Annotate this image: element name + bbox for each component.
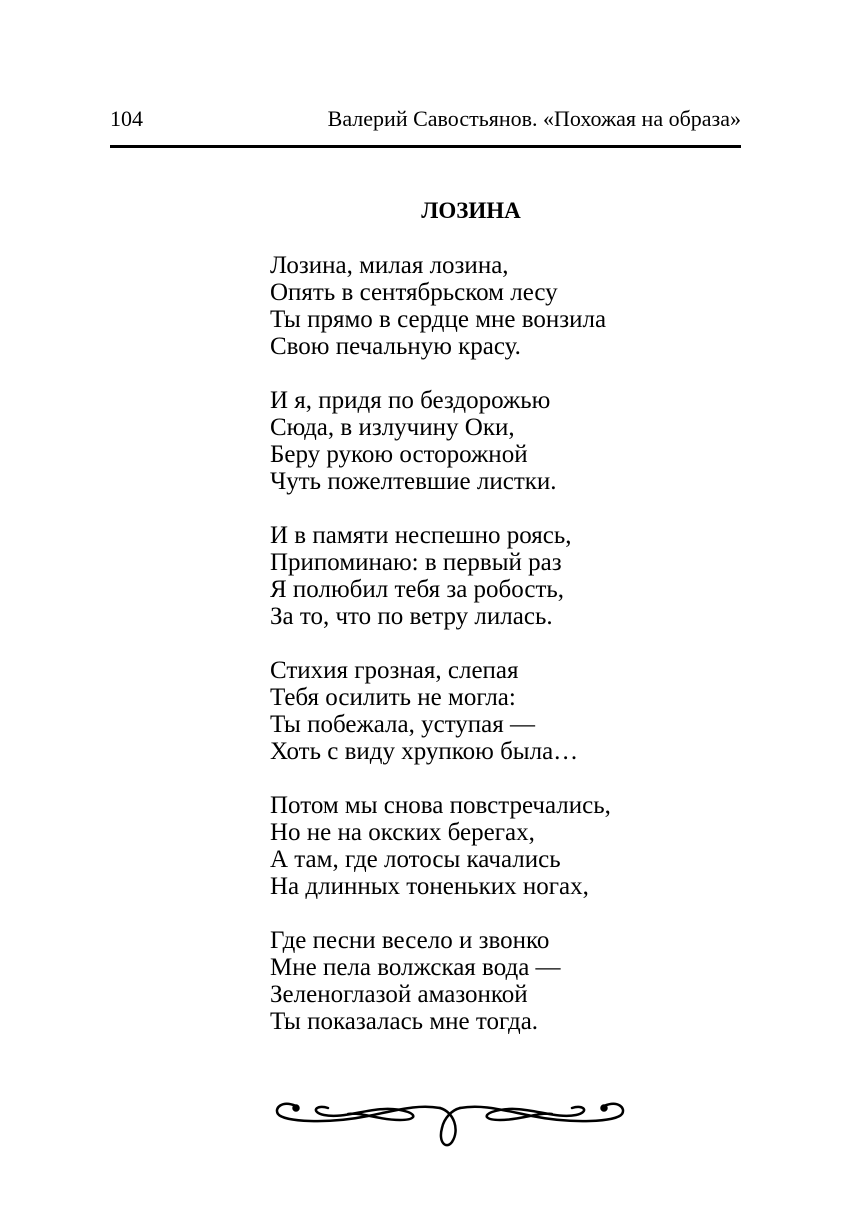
running-header bbox=[110, 106, 741, 132]
poem-line: Тебя осилить не могла: bbox=[270, 684, 516, 711]
poem-line: Зеленоглазой амазонкой bbox=[270, 981, 528, 1008]
poem-line: Сюда, в излучину Оки, bbox=[270, 414, 515, 441]
poem-line: Припоминаю: в первый раз bbox=[270, 549, 562, 576]
poem-line: Стихия грозная, слепая bbox=[270, 657, 519, 684]
stanza bbox=[270, 522, 611, 630]
poem-line: На длинных тоненьких ногах, bbox=[270, 873, 589, 900]
poem-line: Беру рукою осторожной bbox=[270, 441, 528, 468]
poem-line: Но не на окских берегах, bbox=[270, 819, 535, 846]
poem-line: Я полюбил тебя за робость, bbox=[270, 576, 565, 603]
stanza bbox=[270, 252, 611, 360]
poem-line: Ты показалась мне тогда. bbox=[270, 1008, 539, 1035]
poem-line: Лозина, милая лозина, bbox=[270, 252, 509, 279]
running-title: Валерий Савостьянов. «Похожая на образа» bbox=[327, 106, 741, 131]
poem-line: И я, придя по бездорожью bbox=[270, 387, 551, 414]
poem-line: Где песни весело и звонко bbox=[270, 927, 550, 954]
poem-line: Потом мы снова повстречались, bbox=[270, 792, 611, 819]
poem-line: Чуть пожелтевшие листки. bbox=[270, 468, 557, 495]
poem-line: Мне пела волжская вода — bbox=[270, 954, 561, 981]
poem-body bbox=[270, 252, 611, 1062]
flourish-divider-icon bbox=[268, 1090, 632, 1150]
stanza bbox=[270, 927, 611, 1035]
poem-title: ЛОЗИНА bbox=[421, 198, 521, 223]
stanza bbox=[270, 792, 611, 900]
poem-line: За то, что по ветру лилась. bbox=[270, 603, 553, 630]
poem-line: Опять в сентябрьском лесу bbox=[270, 279, 558, 306]
poem-line: Ты прямо в сердце мне вонзила bbox=[270, 306, 607, 333]
page-number: 104 bbox=[110, 106, 143, 131]
stanza bbox=[270, 657, 611, 765]
poem-line: Хоть с виду хрупкою была… bbox=[270, 738, 579, 765]
poem-line: Свою печальную красу. bbox=[270, 333, 521, 360]
poem-line: Ты побежала, уступая — bbox=[270, 711, 536, 738]
poem-line: А там, где лотосы качались bbox=[270, 846, 561, 873]
header-rule bbox=[110, 145, 741, 148]
stanza bbox=[270, 387, 611, 495]
poem-line: И в памяти неспешно роясь, bbox=[270, 522, 572, 549]
